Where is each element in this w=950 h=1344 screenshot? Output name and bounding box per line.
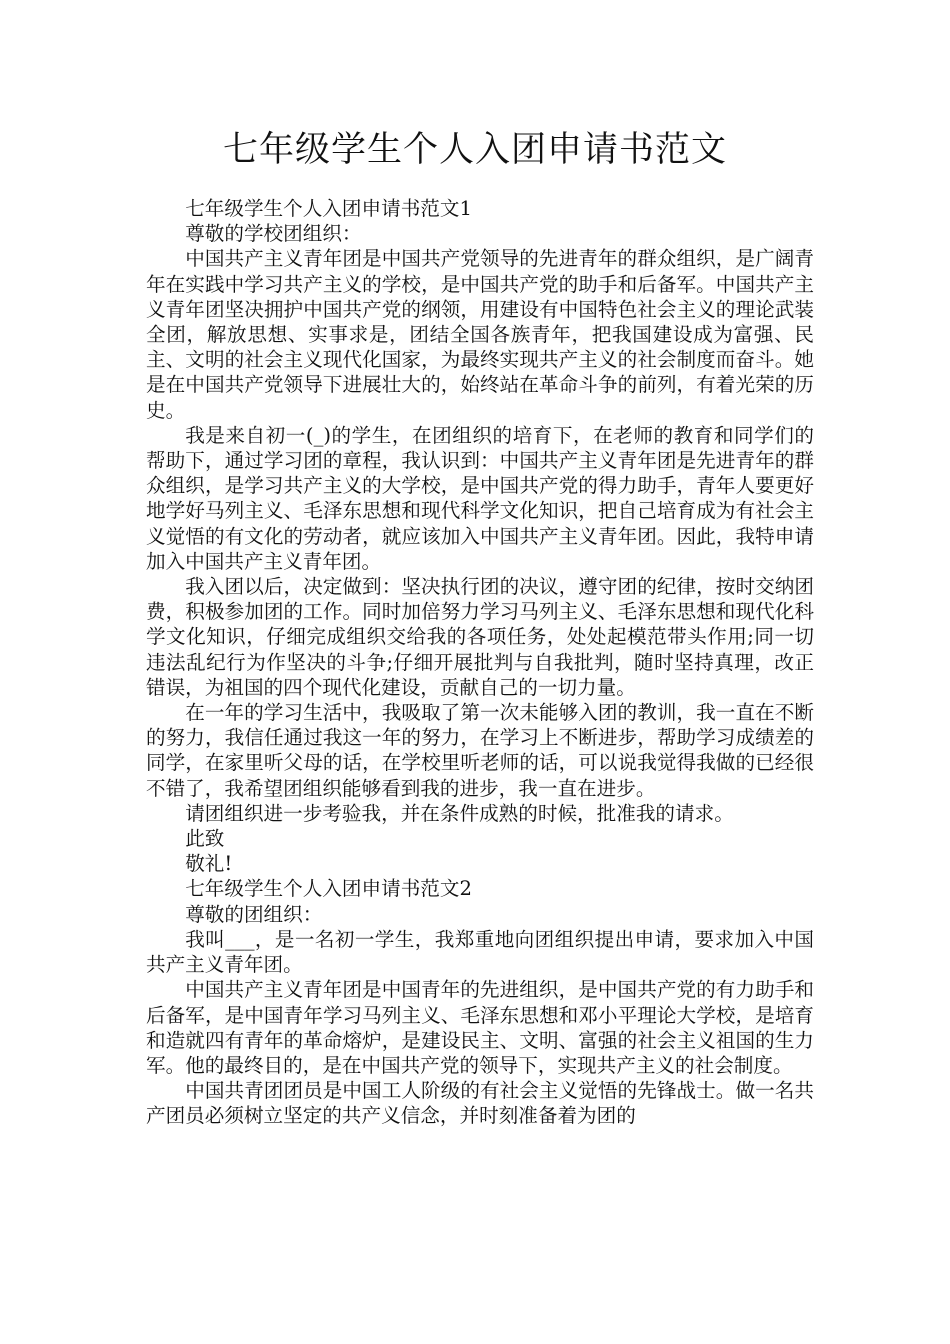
closing-jingli: 敬礼! [185,852,233,876]
document-body [146,196,814,1129]
paragraph: 中国共产主义青年团是中国青年的先进组织，是中国共产党的有力助手和后备军，是中国青年学习马列主义、毛泽东思想和邓小平理论大学校，是培育和造就四有青年的革命熔炉，是建设民主、文明、富强的社会主义祖国的生力军。他的最终目的，是在中国共产党的领导下，实现共产主义的社会制度。 [146,978,814,1077]
document-title: 七年级学生个人入团申请书范文 [222,130,727,170]
paragraph: 我入团以后，决定做到：坚决执行团的决议，遵守团的纪律，按时交纳团费，积极参加团的工作。同时加倍努力学习马列主义、毛泽东思想和现代化科学文化知识，仔细完成组织交给我的各项任务，处处起模范带头作用;同一切违法乱纪行为作坚决的斗争;仔细开展批判与自我批判，随时坚持真理，改正错误，为祖国的四个现代化建设，贡献自己的一切力量。 [146,575,814,699]
paragraph: 请团组织进一步考验我，并在条件成熟的时候，批准我的请求。 [185,801,734,825]
paragraph: 我叫___，是一名初一学生，我郑重地向团组织提出申请，要求加入中国共产主义青年团。 [146,927,814,977]
section-heading-2: 七年级学生个人入团申请书范文2 [185,877,472,901]
paragraph: 我是来自初一(_)的学生，在团组织的培育下，在老师的教育和同学们的帮助下，通过学习团的章程，我认识到：中国共产主义青年团是先进青年的群众组织，是学习共产主义的大学校，是中国共产党的得力助手，青年人要更好地学好马列主义、毛泽东思想和现代科学文化知识，把自己培育成为有社会主义觉悟的有文化的劳动者，就应该加入中国共产主义青年团。因此，我特申请加入中国共产主义青年团。 [146,423,814,573]
closing-cizhi: 此致 [185,827,225,851]
salutation-1: 尊敬的学校团组织： [185,222,362,246]
section-heading-1: 七年级学生个人入团申请书范文1 [185,197,472,220]
paragraph: 中国共产主义青年团是中国共产党领导的先进青年的群众组织，是广阔青年在实践中学习共产主义的学校，是中国共产党的助手和后备军。中国共产主义青年团坚决拥护中国共产党的纲领，用建设有中国特色社会主义的理论武装全团，解放思想、实事求是，团结全国各族青年，把我国建设成为富强、民主、文明的社会主义现代化国家，为最终实现共产主义的社会制度而奋斗。她是在中国共产党领导下进展壮大的，始终站在革命斗争的前列，有着光荣的历史。 [146,247,814,422]
salutation-2: 尊敬的团组织： [185,902,323,926]
paragraph: 中国共青团团员是中国工人阶级的有社会主义觉悟的先锋战士。做一名共产团员必须树立坚定的共产义信念，并时刻准备着为团的 [146,1079,814,1128]
paragraph: 在一年的学习生活中，我吸取了第一次未能够入团的教训，我一直在不断的努力，我信任通过我这一年的努力，在学习上不断进步，帮助学习成绩差的同学，在家里听父母的话，在学校里听老师的话，可以说我觉得我做的已经很不错了，我希望团组织能够看到我的进步，我一直在进步。 [146,701,814,800]
